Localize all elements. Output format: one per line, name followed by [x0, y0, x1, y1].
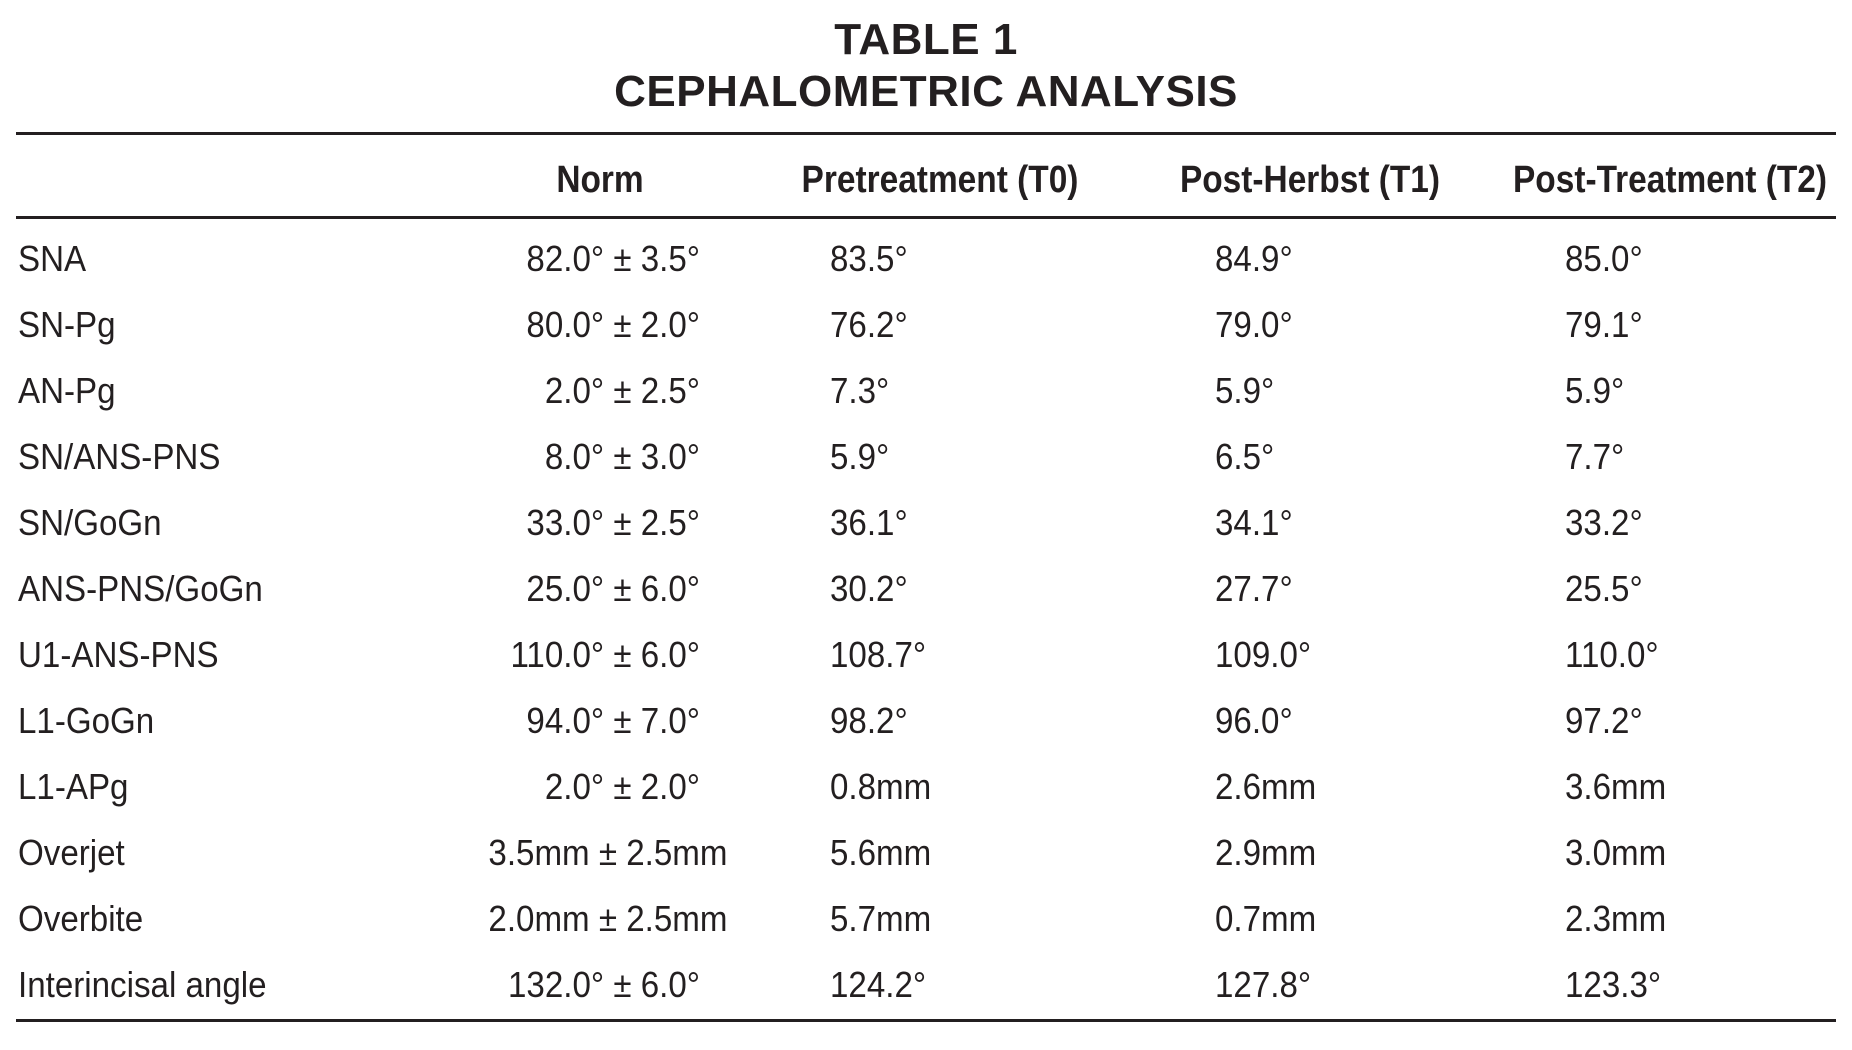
top-rule: [16, 132, 1836, 135]
t0-cell: 5.6mm: [830, 832, 932, 873]
table-header: [0, 150, 1852, 210]
t1-cell: 6.5°: [1215, 436, 1275, 477]
column-header-norm: Norm: [556, 159, 644, 201]
t0-cell: 36.1°: [830, 502, 908, 543]
t2-cell: 3.0mm: [1565, 832, 1667, 873]
row-label: SN-Pg: [18, 304, 116, 345]
table-row: [0, 952, 1852, 1018]
norm-cell: 110.0° ± 6.0°: [510, 634, 700, 675]
table-caption: CEPHALOMETRIC ANALYSIS: [614, 67, 1238, 116]
table-row: [0, 490, 1852, 556]
t1-cell: 79.0°: [1215, 304, 1293, 345]
row-label: AN-Pg: [18, 370, 116, 411]
t2-cell: 79.1°: [1565, 304, 1643, 345]
norm-cell: 3.5mm ± 2.5mm: [488, 832, 728, 873]
row-label: SNA: [18, 238, 87, 279]
row-label: L1-GoGn: [18, 700, 155, 741]
column-header-post-treatment: Post-Treatment (T2): [1512, 159, 1827, 201]
t0-cell: 5.7mm: [830, 898, 932, 939]
t1-cell: 34.1°: [1215, 502, 1293, 543]
row-label: SN/GoGn: [18, 502, 162, 543]
t2-cell: 110.0°: [1565, 634, 1659, 675]
norm-cell: 8.0° ± 3.0°: [544, 436, 700, 477]
norm-cell: 80.0° ± 2.0°: [526, 304, 700, 345]
table-row: [0, 358, 1852, 424]
table-row: [0, 292, 1852, 358]
t2-cell: 25.5°: [1565, 568, 1643, 609]
row-label: Overbite: [18, 898, 144, 939]
t2-cell: 3.6mm: [1565, 766, 1667, 807]
t1-cell: 2.6mm: [1215, 766, 1317, 807]
t2-cell: 97.2°: [1565, 700, 1643, 741]
t1-cell: 84.9°: [1215, 238, 1293, 279]
table-body: [0, 226, 1852, 1018]
norm-cell: 94.0° ± 7.0°: [526, 700, 700, 741]
t1-cell: 127.8°: [1215, 964, 1312, 1005]
t2-cell: 2.3mm: [1565, 898, 1667, 939]
column-header-post-herbst: Post-Herbst (T1): [1179, 159, 1441, 201]
t2-cell: 85.0°: [1565, 238, 1643, 279]
t0-cell: 7.3°: [830, 370, 890, 411]
norm-cell: 2.0° ± 2.0°: [544, 766, 700, 807]
row-label: Interincisal angle: [18, 964, 267, 1005]
table-row: [0, 754, 1852, 820]
column-header-pretreatment: Pretreatment (T0): [801, 159, 1079, 201]
row-label: SN/ANS-PNS: [18, 436, 221, 477]
norm-cell: 2.0mm ± 2.5mm: [488, 898, 728, 939]
row-label: ANS-PNS/GoGn: [18, 568, 263, 609]
table-row: [0, 820, 1852, 886]
t1-cell: 96.0°: [1215, 700, 1293, 741]
t0-cell: 76.2°: [830, 304, 908, 345]
t1-cell: 5.9°: [1215, 370, 1275, 411]
t2-cell: 5.9°: [1565, 370, 1625, 411]
norm-cell: 25.0° ± 6.0°: [526, 568, 700, 609]
table-row: [0, 424, 1852, 490]
table-row: [0, 226, 1852, 292]
table-title: [0, 14, 1852, 118]
norm-cell: 33.0° ± 2.5°: [526, 502, 700, 543]
t2-cell: 123.3°: [1565, 964, 1662, 1005]
norm-cell: 132.0° ± 6.0°: [508, 964, 700, 1005]
row-label: U1-ANS-PNS: [18, 634, 219, 675]
t1-cell: 27.7°: [1215, 568, 1293, 609]
header-rule: [16, 216, 1836, 219]
table-number: TABLE 1: [834, 15, 1018, 64]
t0-cell: 30.2°: [830, 568, 908, 609]
t0-cell: 124.2°: [830, 964, 927, 1005]
row-label: L1-APg: [18, 766, 129, 807]
table-row: [0, 886, 1852, 952]
table-row: [0, 556, 1852, 622]
t2-cell: 7.7°: [1565, 436, 1625, 477]
table-row: [0, 688, 1852, 754]
norm-cell: 82.0° ± 3.5°: [526, 238, 700, 279]
t0-cell: 83.5°: [830, 238, 908, 279]
t1-cell: 109.0°: [1215, 634, 1312, 675]
t0-cell: 5.9°: [830, 436, 890, 477]
t0-cell: 0.8mm: [830, 766, 932, 807]
norm-cell: 2.0° ± 2.5°: [544, 370, 700, 411]
t0-cell: 98.2°: [830, 700, 908, 741]
t1-cell: 0.7mm: [1215, 898, 1317, 939]
t1-cell: 2.9mm: [1215, 832, 1317, 873]
t0-cell: 108.7°: [830, 634, 927, 675]
t2-cell: 33.2°: [1565, 502, 1643, 543]
row-label: Overjet: [18, 832, 125, 873]
bottom-rule: [16, 1019, 1836, 1022]
table-row: [0, 622, 1852, 688]
